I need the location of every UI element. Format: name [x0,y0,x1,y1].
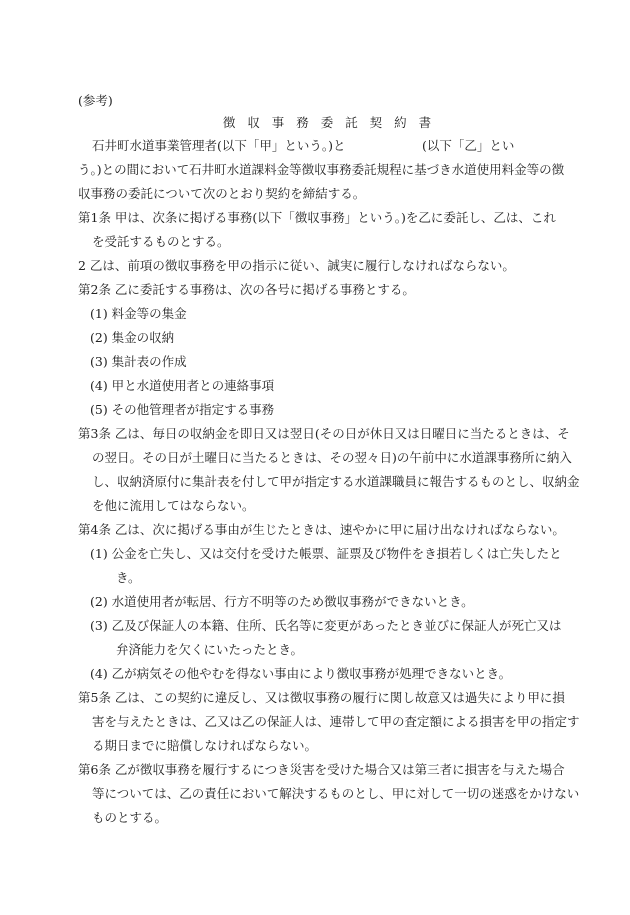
list-item: (1) 公金を亡失し、又は交付を受けた帳票、証票及び物件をき損若しくは亡失したと [90,546,562,561]
list-item: (3) 乙及び保証人の本籍、住所、氏名等に変更があったとき並びに保証人が死亡又は [90,618,562,633]
article-line: 第1条 甲は、次条に掲げる事務(以下「徴収事務」という。)を乙に委託し、乙は、これ [78,210,556,225]
article-line: 等については、乙の責任において解決するものとし、甲に対して一切の迷惑をかけない [92,786,580,801]
article-line: ものとする。 [92,810,168,825]
party-a-text: 石井町水道事業管理者(以下「甲」という。)と [92,138,346,153]
article-3 [78,422,580,518]
article-line: 第5条 乙は、この契約に違反し、又は徴収事務の履行に関し故意又は過失により甲に損 [78,690,565,705]
article-4 [78,518,580,686]
preamble-line: う。)との間において石井町水道課料金等徴収事務委託規程に基づき水道使用料金等の徴 [78,162,565,177]
article-line: の翌日。その日が土曜日に当たるときは、その翌々日)の午前中に水道課事務所に納入 [92,450,572,465]
list-item-continuation: 弁済能力を欠くにいたったとき。 [116,642,304,657]
article-line: 第6条 乙が徴収事務を履行するにつき災害を受けた場合又は第三者に損害を与えた場合 [78,762,565,777]
list-item: (5) その他管理者が指定する事務 [90,402,275,417]
article-1 [78,206,580,278]
article-line: を他に流用してはならない。 [92,498,255,513]
preamble [78,134,580,206]
article-line: 第4条 乙は、次に掲げる事由が生じたときは、速やかに甲に届け出なければならない。 [78,522,565,537]
article-6 [78,758,580,830]
article-line: を受託するものとする。 [92,234,230,249]
list-item-continuation: き。 [116,570,141,585]
reference-note: (参考) [78,93,113,108]
article-paragraph-2: 2 乙は、前項の徴収事務を甲の指示に従い、誠実に履行しなければならない。 [78,258,515,273]
list-item: (2) 集金の収納 [90,330,175,345]
party-b-text: (以下「乙」とい [422,138,515,153]
list-item: (2) 水道使用者が転居、行方不明等のため徴収事務ができないとき。 [90,594,474,609]
article-line: る期日までに賠償しなければならない。 [92,738,318,753]
article-line: し、収納済原付に集計表を付して甲が指定する水道課職員に報告するものとし、収納金 [92,474,580,489]
article-5 [78,686,580,758]
list-item: (4) 甲と水道使用者との連絡事項 [90,378,275,393]
list-item: (3) 集計表の作成 [90,354,187,369]
preamble-line: 収事務の委託について次のとおり契約を締結する。 [78,186,366,201]
preamble-line [78,134,580,158]
article-line: 第2条 乙に委託する事務は、次の各号に掲げる事務とする。 [78,282,415,297]
list-item: (4) 乙が病気その他やむを得ない事由により徴収事務が処理できないとき。 [90,666,512,681]
document-title: 徴 収 事 務 委 託 契 約 書 [222,115,436,130]
article-line: 害を与えたときは、乙又は乙の保証人は、連帯して甲の査定額による損害を甲の指定す [92,714,580,729]
list-item: (1) 料金等の集金 [90,306,187,321]
article-2 [78,278,580,422]
article-line: 第3条 乙は、毎日の収納金を即日又は翌日(その日が休日又は日曜日に当たるときは、そ [78,426,570,441]
